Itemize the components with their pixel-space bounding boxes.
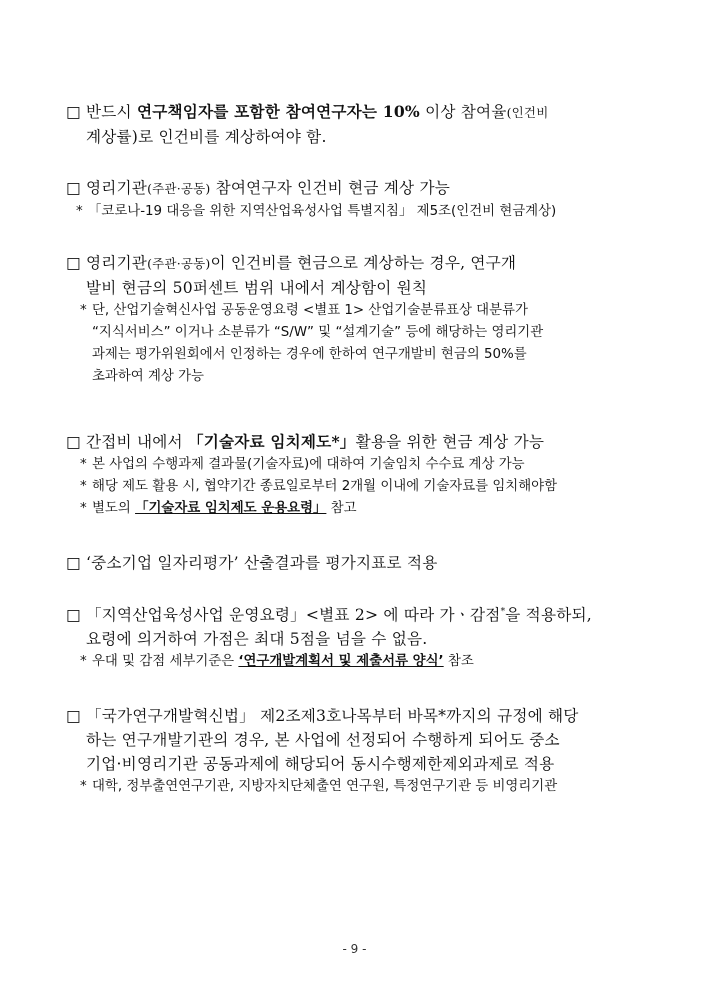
note-line: * 「코로나-19 대응을 위한 지역산업육성사업 특별지침」 제5조(인건비 현금계상) [76, 204, 557, 219]
note-line: 과제는 평가위원회에서 인정하는 경우에 한하여 연구개발비 현금의 50%를 [92, 347, 527, 362]
section-line: □ 간접비 내에서 「기술자료 임치제도*」활용을 위한 현금 계상 가능 [66, 430, 657, 454]
section-line: □ ‘중소기업 일자리평가’ 산출결과를 평가지표로 적용 [66, 551, 657, 575]
section-bonus-penalty [66, 600, 657, 673]
section-national-rd-act [66, 704, 657, 798]
section-for-profit-cash [66, 176, 657, 223]
section-line: □ 영리기관(주관·공동) 참여연구자 인건비 현금 계상 가능 [66, 176, 657, 201]
section-line: □ 영리기관(주관·공동)이 인건비를 현금으로 계상하는 경우, 연구개 [66, 251, 657, 276]
section-line: 발비 현금의 50퍼센트 범위 내에서 계상함이 원칙 [86, 279, 428, 297]
note-line: 초과하여 계상 가능 [92, 369, 204, 384]
checkbox-bullet: □ [66, 179, 81, 197]
emphasis-text: 「기술자료 임치제도*」 [187, 432, 356, 451]
note-line: * 우대 및 감점 세부기준은 ‘연구개발계획서 및 제출서류 양식’ 참조 [80, 654, 474, 670]
section-line: 요령에 의거하여 가점은 최대 5점을 넘을 수 없음. [86, 630, 428, 649]
emphasis-text: 연구책임자를 포함한 참여연구자는 10% [136, 102, 420, 121]
emphasis-text: ‘연구개발계획서 및 제출서류 양식’ [238, 654, 444, 670]
note-line: * 대학, 정부출연연구기관, 지방자치단체출연 연구원, 특정연구기관 등 비영리기관 [80, 779, 558, 794]
section-job-evaluation [66, 551, 657, 575]
checkbox-bullet: □ [66, 707, 81, 725]
emphasis-text: 「기술자료 임치제도 운용요령」 [135, 501, 327, 516]
checkbox-bullet: □ [66, 103, 81, 121]
section-cash-limit [66, 251, 657, 388]
checkbox-bullet: □ [66, 433, 81, 451]
checkbox-bullet: □ [66, 254, 81, 272]
note-line: * 단, 산업기술혁신사업 공동운영요령 <별표 1> 산업기술분류표상 대분류가 [80, 303, 528, 318]
page-number: - 9 - [342, 942, 367, 956]
checkbox-bullet: □ [66, 554, 81, 572]
section-line: □ 반드시 연구책임자를 포함한 참여연구자는 10% 이상 참여율(인건비 [66, 100, 657, 125]
note-line: * 본 사업의 수행과제 결과물(기술자료)에 대하여 기술임치 수수료 계상 가능 [80, 457, 525, 472]
checkbox-bullet: □ [66, 606, 81, 625]
section-line: □ 「지역산업육성사업 운영요령」<별표 2> 에 따라 가ㆍ감점*을 적용하되, [66, 600, 657, 627]
section-line: 계상률)로 인건비를 계상하여야 함. [86, 128, 327, 146]
section-line: 기업·비영리기관 공동과제에 해당되어 동시수행제한제외과제로 적용 [86, 755, 555, 773]
section-participation-rate [66, 100, 657, 149]
section-line: 하는 연구개발기관의 경우, 본 사업에 선정되어 수행하게 되어도 중소 [86, 731, 560, 749]
note-line: “지식서비스” 이거나 소분류가 “S/W” 및 “설계기술” 등에 해당하는 영리기관 [92, 325, 544, 340]
section-line: □ 「국가연구개발혁신법」 제2조제3호나목부터 바목*까지의 규정에 해당 [66, 704, 657, 728]
note-line: * 별도의 「기술자료 임치제도 운용요령」 참고 [80, 501, 357, 516]
note-line: * 해당 제도 활용 시, 협약기간 종료일로부터 2개월 이내에 기술자료를 임치해야함 [80, 479, 558, 494]
section-tech-escrow [66, 430, 657, 520]
